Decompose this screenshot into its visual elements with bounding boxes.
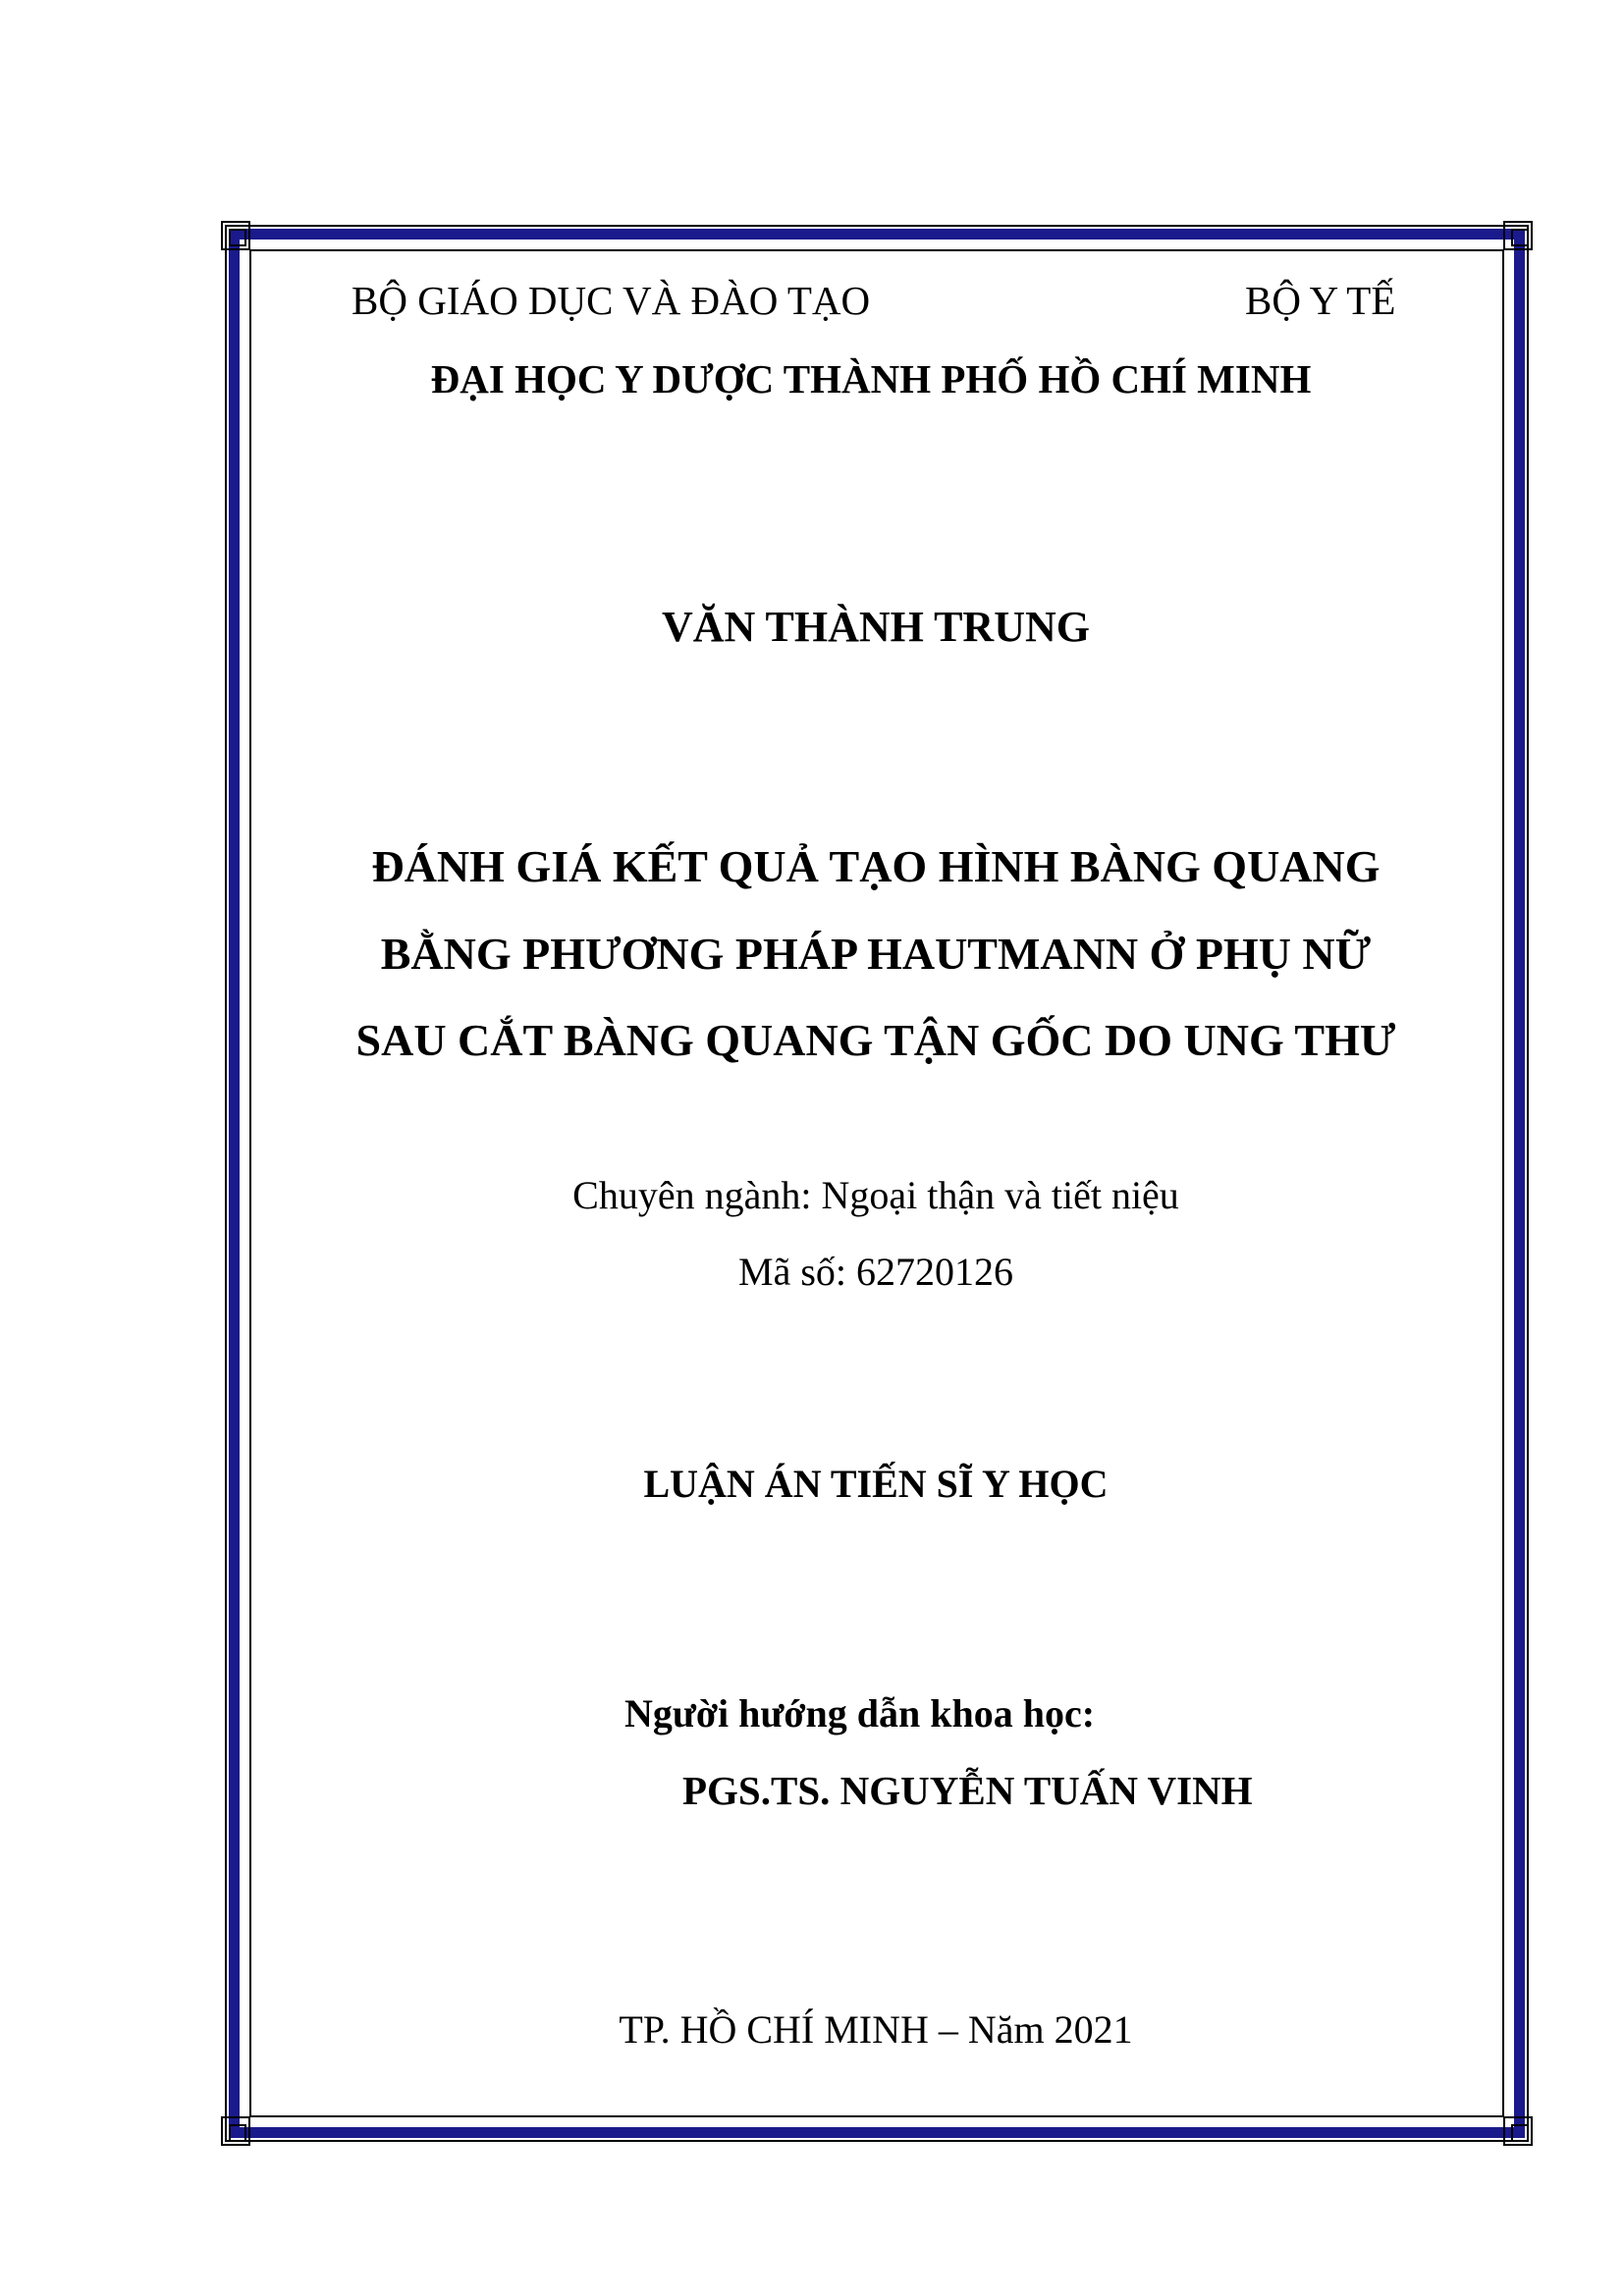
author-name: VĂN THÀNH TRUNG: [662, 603, 1090, 651]
specialty-code: Mã số: 62720126: [738, 1250, 1013, 1294]
thesis-title-line: SAU CẮT BÀNG QUANG TẬN GỐC DO UNG THƯ: [355, 1015, 1396, 1065]
frame-corner-ornament: [221, 221, 250, 250]
specialty: Chuyên ngành: Ngoại thận và tiết niệu: [572, 1173, 1179, 1217]
place-and-year: TP. HỒ CHÍ MINH – Năm 2021: [619, 2007, 1133, 2052]
thesis-title-line: ĐÁNH GIÁ KẾT QUẢ TẠO HÌNH BÀNG QUANG: [371, 841, 1380, 891]
university-name: ĐẠI HỌC Y DƯỢC THÀNH PHỐ HỒ CHÍ MINH: [430, 356, 1312, 401]
degree-title: LUẬN ÁN TIẾN SĨ Y HỌC: [643, 1462, 1109, 1506]
ministry-education: BỘ GIÁO DỤC VÀ ĐÀO TẠO: [352, 278, 871, 323]
ministry-health: BỘ Y TẾ: [1245, 278, 1396, 323]
supervisor-label: Người hướng dẫn khoa học:: [624, 1691, 1096, 1735]
thesis-title-line: BẰNG PHƯƠNG PHÁP HAUTMANN Ở PHỤ NỮ: [380, 929, 1372, 979]
frame-corner-ornament: [1503, 2116, 1533, 2146]
supervisor-name: PGS.TS. NGUYỄN TUẤN VINH: [682, 1768, 1253, 1813]
frame-corner-ornament: [221, 2116, 250, 2146]
frame-corner-ornament: [1503, 221, 1533, 250]
